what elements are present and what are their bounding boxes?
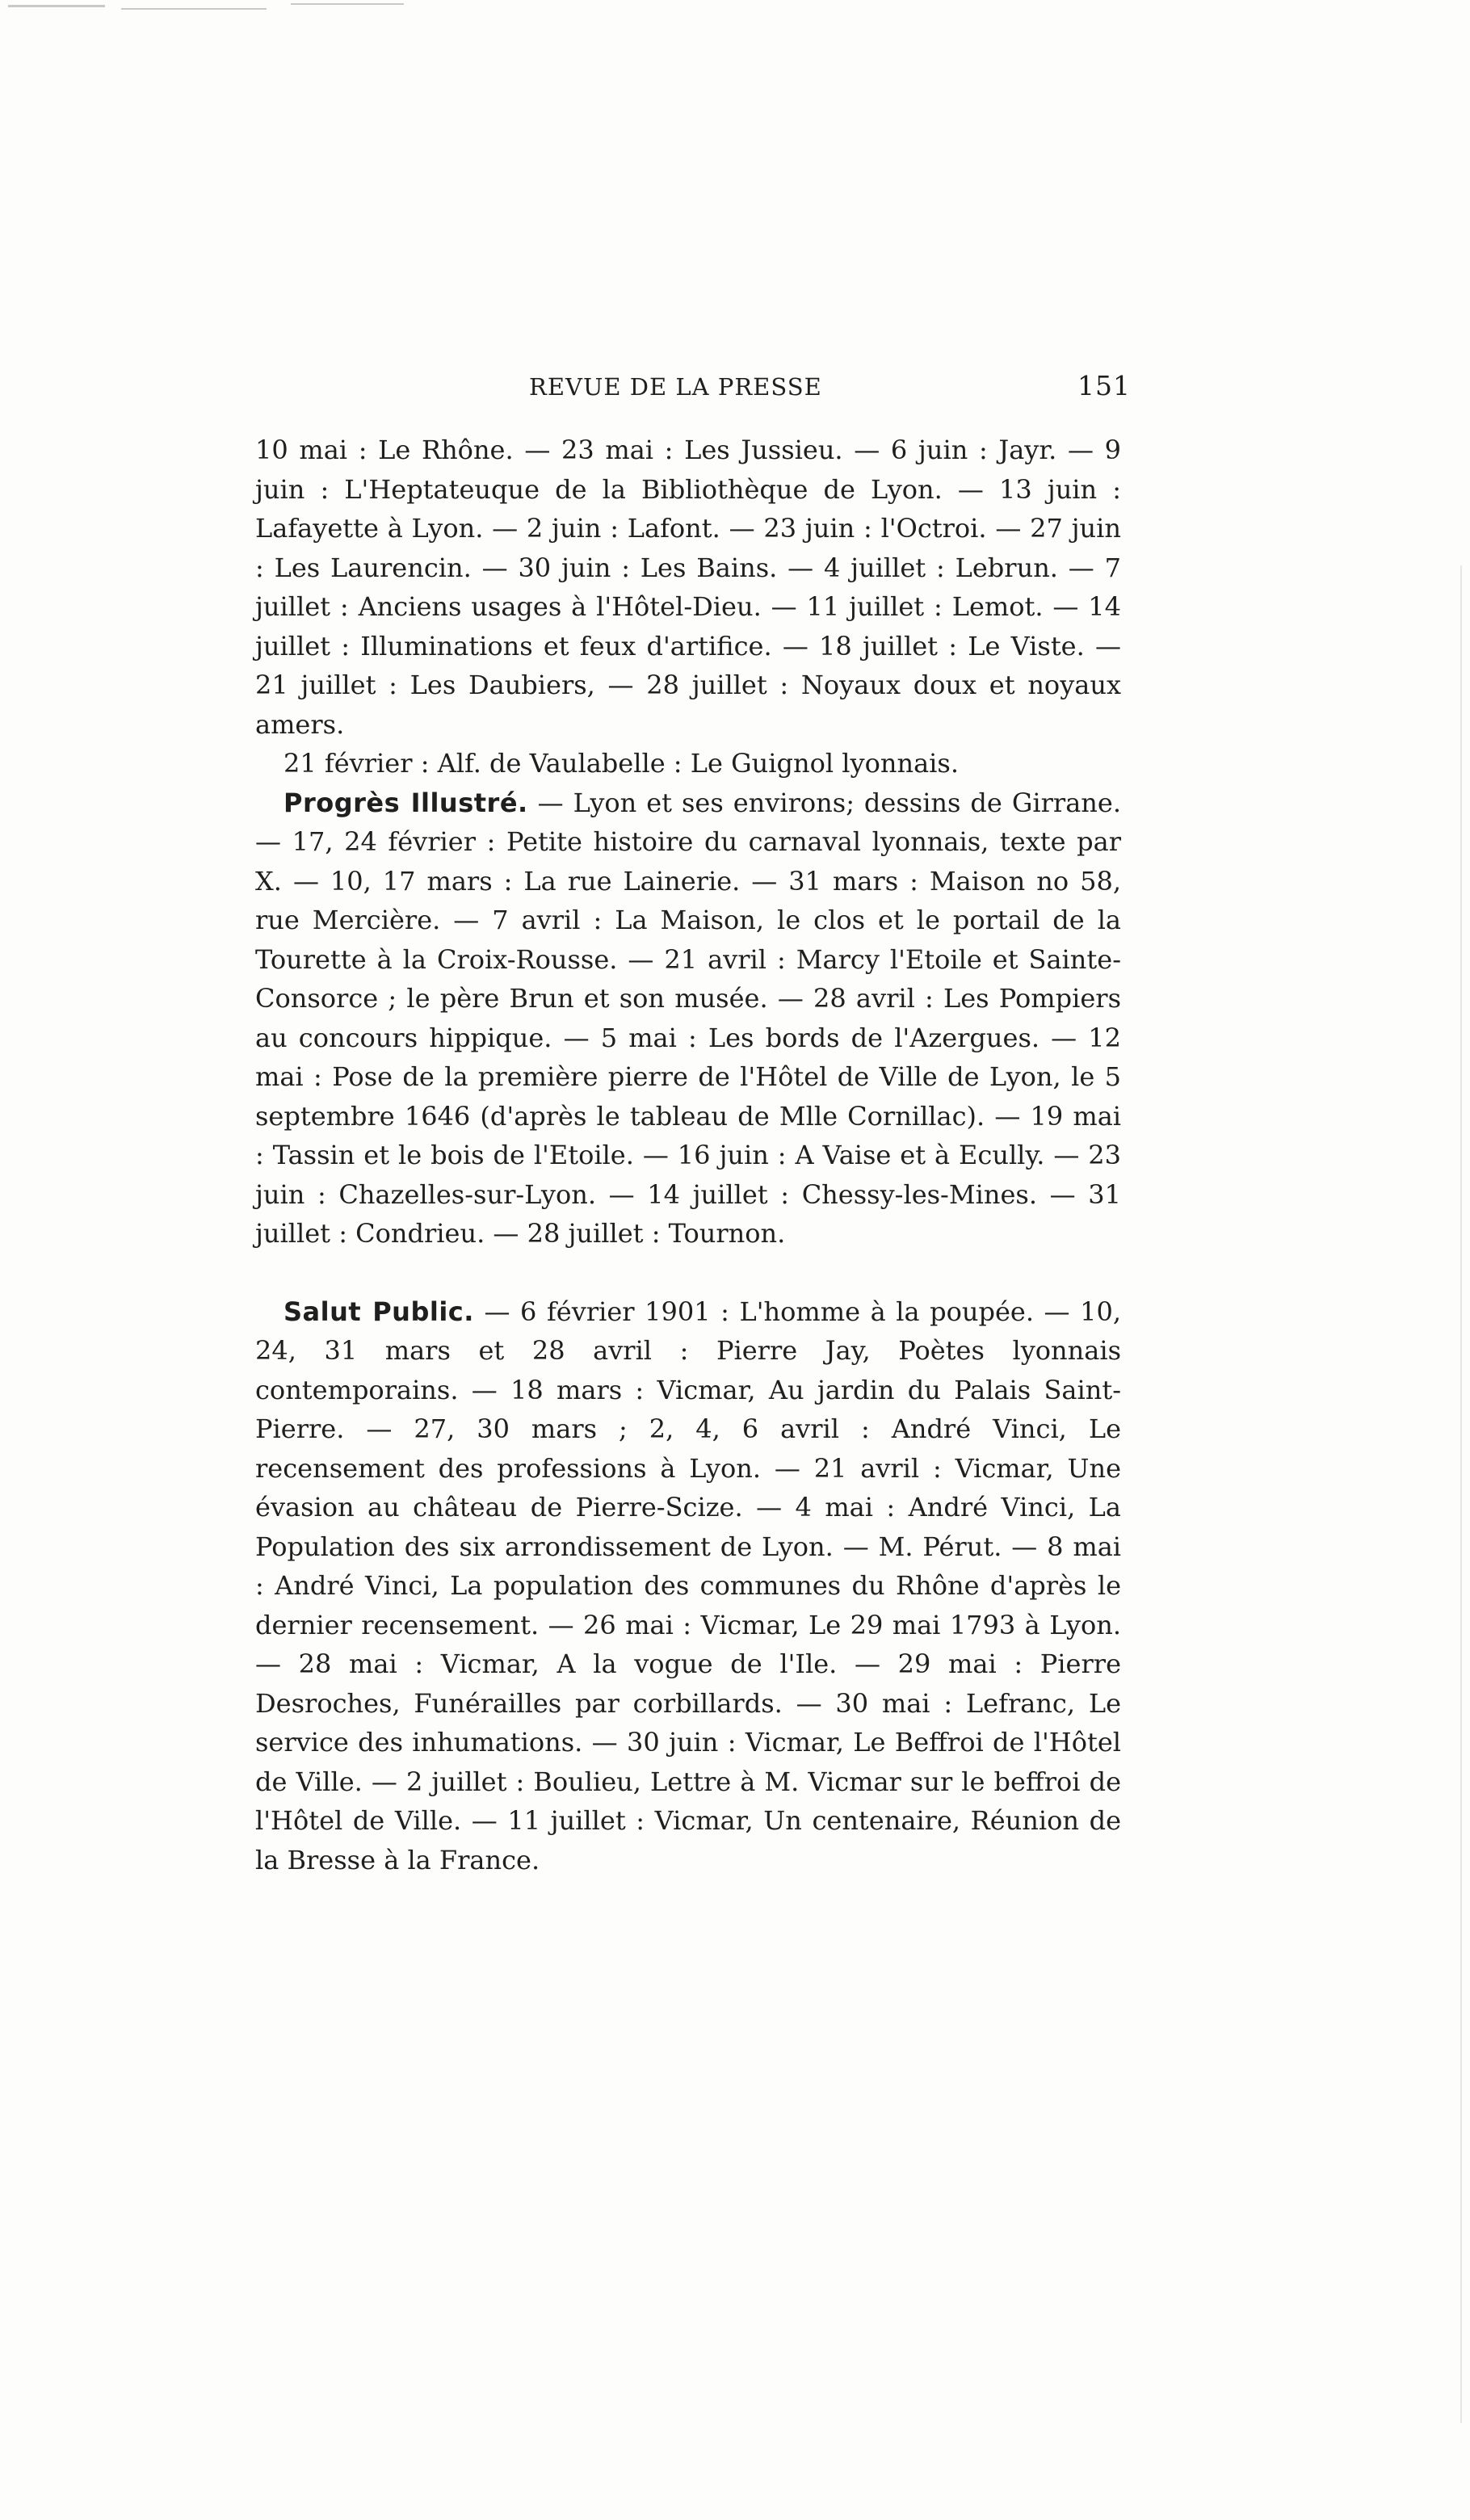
page-number: 151 bbox=[1077, 370, 1131, 401]
scan-artifact bbox=[121, 8, 267, 10]
section-salut-public bbox=[255, 1292, 1121, 1880]
running-head bbox=[258, 370, 1131, 405]
running-title: REVUE DE LA PRESSE bbox=[529, 373, 822, 401]
section-heading: Salut Public. bbox=[284, 1296, 474, 1327]
section-text: — Lyon et ses environs; dessins de Girrane. — 17, 24 février : Petite histoire du carnaval lyonnais, texte par X. — 10, 17 mars : La rue Lainerie. — 31 mars : Maison no 58, rue Mercière. — 7 avril : La Maison, le clos et le portail de la Tourette à la Croix-Rousse. — 21 avril : Marcy l'Etoile et Sainte-Consorce ; le père Brun et son musée. — 28 avril : Les Pompiers au concours hippique. — 5 mai : Les bords de l'Azergues. — 12 mai : Pose de la première pierre de l'Hôtel de Ville de Lyon, le 5 septembre 1646 (d'après le tableau de Mlle Cornillac). — 19 mai : Tassin et le bois de l'Etoile. — 16 juin : A Vaise et à Ecully. — 23 juin : Chazelles-sur-Lyon. — 14 juillet : Chessy-les-Mines. — 31 juillet : Condrieu. — 28 juillet : Tournon. bbox=[255, 787, 1122, 1249]
section-paragraph bbox=[255, 783, 1121, 1254]
intro-second-paragraph: 21 février : Alf. de Vaulabelle : Le Guignol lyonnais. bbox=[284, 748, 959, 779]
section-heading: Progrès Illustré. bbox=[284, 787, 528, 818]
intro-paragraph: 10 mai : Le Rhône. — 23 mai : Les Jussieu. — 6 juin : Jayr. — 9 juin : L'Heptateuque de la Bibliothèque de Lyon. — 13 juin : Lafayette à Lyon. — 2 juin : Lafont. — 23 juin : l'Octroi. — 27 juin : Les Laurencin. — 30 juin : Les Bains. — 4 juillet : Lebrun. — 7 juillet : Anciens usages à l'Hôtel-Dieu. — 11 juillet : Lemot. — 14 juillet : Illuminations et feux d'artifice. — 18 juillet : Le Viste. — 21 juillet : Les Daubiers, — 28 juillet : Noyaux doux et noyaux amers. bbox=[255, 435, 1121, 740]
section-progres-illustre bbox=[255, 783, 1121, 1254]
scan-artifact bbox=[8, 5, 105, 7]
body-text bbox=[255, 430, 1121, 1880]
scan-artifact bbox=[291, 3, 404, 5]
section-paragraph bbox=[255, 1292, 1121, 1880]
section-text: — 6 février 1901 : L'homme à la poupée. — 10, 24, 31 mars et 28 avril : Pierre Jay, Poètes lyonnais contemporains. — 18 mars : Vicmar, Au jardin du Palais Saint-Pierre. — 27, 30 mars ; 2, 4, 6 avril : André Vinci, Le recensement des professions à Lyon. — 21 avril : Vicmar, Une évasion au château de Pierre-Scize. — 4 mai : André Vinci, La Population des six arrondissement de Lyon. — M. Pérut. — 8 mai : André Vinci, La population des communes du Rhône d'après le dernier recensement. — 26 mai : Vicmar, Le 29 mai 1793 à Lyon. — 28 mai : Vicmar, A la vogue de l'Ile. — 29 mai : Pierre Desroches, Funérailles par corbillards. — 30 mai : Lefranc, Le service des inhumations. — 30 juin : Vicmar, Le Beffroi de l'Hôtel de Ville. — 2 juillet : Boulieu, Lettre à M. Vicmar sur le beffroi de l'Hôtel de Ville. — 11 juillet : Vicmar, Un centenaire, Réunion de la Bresse à la France. bbox=[255, 1296, 1122, 1875]
page-edge-shadow bbox=[1460, 565, 1462, 2423]
